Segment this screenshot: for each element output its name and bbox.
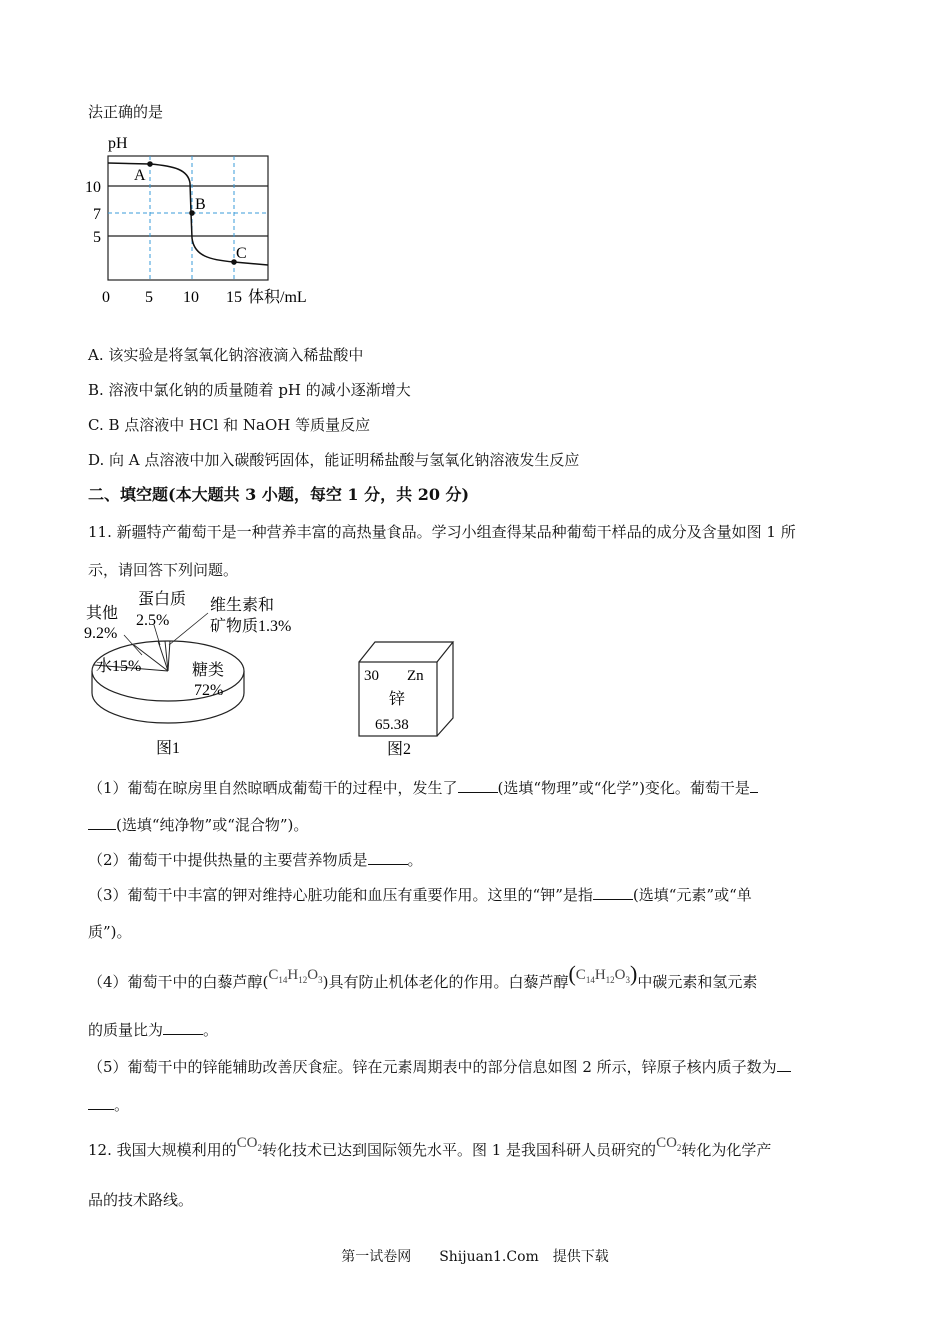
f1-h: H [287, 967, 299, 983]
q12-text-c: 转化为化学产 [681, 1141, 772, 1159]
q4-text-c: 中碳元素和氢元素 [637, 973, 758, 991]
slice-label-other-pct: 9.2% [84, 625, 118, 642]
q4-text-b: )具有防止机体老化的作用。白藜芦醇 [322, 973, 569, 991]
atomic-number: 30 [364, 668, 379, 684]
y-axis-label: pH [108, 135, 128, 152]
co2-2-co: CO [656, 1135, 677, 1151]
answer-blank-6a[interactable] [777, 1057, 791, 1072]
card-top [359, 642, 453, 662]
q1-text-b: (选填“物理”或“化学”)变化。葡萄干是 [497, 779, 750, 797]
answer-blank-2a[interactable] [750, 778, 758, 793]
x-tick-15: 15 [226, 289, 242, 306]
f2-c: C [575, 967, 586, 983]
option-c: C. B 点溶液中 HCl 和 NaOH 等质量反应 [88, 416, 371, 434]
paren-close: ) [630, 961, 638, 986]
answer-blank-6b[interactable] [88, 1095, 114, 1110]
answer-blank-5[interactable] [163, 1020, 203, 1035]
q3-text-b: (选填“元素”或“单 [632, 886, 752, 904]
x-tick-0: 0 [102, 289, 110, 306]
slice-label-other-name: 其他 [86, 605, 119, 622]
section-title: 二、填空题(本大题共 3 小题，每空 1 分，共 20 分) [88, 485, 470, 504]
slice-label-vitamin-name: 维生素和 [210, 597, 275, 614]
f1-o-sub: 3 [318, 975, 323, 985]
q4-text-d: 的质量比为 [88, 1021, 164, 1039]
co2-1-co: CO [236, 1135, 258, 1151]
q11-sub1-line2 [88, 815, 308, 835]
answer-blank-1[interactable] [458, 778, 498, 793]
slice-label-sugar-name: 糖类 [192, 662, 225, 679]
figure2-caption: 图2 [387, 741, 412, 758]
option-a: A. 该实验是将氢氧化钠溶液滴入稀盐酸中 [88, 346, 364, 364]
figure1-caption: 图1 [156, 740, 181, 757]
f1-c: C [268, 967, 279, 983]
co2-formula-1 [237, 1135, 262, 1151]
option-d: D. 向 A 点溶液中加入碳酸钙固体，能证明稀盐酸与氢氧化钠溶液发生反应 [88, 451, 580, 469]
point-b-label: B [195, 196, 206, 213]
atomic-mass: 65.38 [375, 717, 409, 733]
element-symbol: Zn [407, 668, 424, 684]
answer-blank-2b[interactable] [88, 815, 116, 830]
answer-blank-3[interactable] [368, 850, 408, 865]
q11-sub5-line2 [88, 1095, 129, 1115]
q12-text-a: 12. 我国大规模利用的 [88, 1141, 237, 1159]
f2-h-sub: 12 [605, 975, 615, 985]
answer-blank-4[interactable] [593, 885, 633, 900]
point-a-label: A [134, 167, 146, 184]
q12-text-b: 转化技术已达到国际领先水平。图 1 是我国科研人员研究的 [261, 1141, 657, 1159]
co2-2-sub: 2 [676, 1143, 682, 1153]
q11-sub5-line1 [88, 1057, 791, 1077]
q11-sub4-line1 [88, 961, 758, 998]
point-a-marker [147, 161, 153, 167]
slice-label-vitamin-text [210, 617, 291, 635]
f2-o-sub: 3 [625, 975, 630, 985]
paren-open: ( [568, 961, 576, 986]
q4-text-a: （4）葡萄干中的白藜芦醇( [88, 973, 269, 991]
q11-sub4-line2 [88, 1020, 218, 1040]
q12-line1 [88, 1135, 772, 1166]
q5-text-b: 。 [114, 1096, 130, 1114]
f2-h: H [594, 967, 606, 983]
composition-pie-chart [80, 585, 320, 765]
f2-o: O [614, 967, 626, 983]
q11-line1: 11. 新疆特产葡萄干是一种营养丰富的高热量食品。学习小组查得某品种葡萄干样品的成分及含量如图 1 所 [88, 523, 796, 541]
slice-label-protein-pct: 2.5% [136, 612, 170, 629]
page-footer: 第一试卷网 Shijuan1.Com 提供下载 [341, 1249, 609, 1265]
q2-text-a: （2）葡萄干中提供热量的主要营养物质是 [88, 851, 368, 869]
q11-sub1-line1 [88, 778, 758, 798]
q11-sub2 [88, 850, 423, 870]
y-tick-7: 7 [93, 206, 101, 223]
slice-label-vitamin-line2: 矿物质 [210, 618, 259, 635]
q5-text-a: （5）葡萄干中的锌能辅助改善厌食症。锌在元素周期表中的部分信息如图 2 所示，锌原子核内质子数为 [88, 1058, 777, 1076]
y-tick-10: 10 [85, 179, 101, 196]
q1-text-a: （1）葡萄在晾房里自然晾晒成葡萄干的过程中，发生了 [88, 779, 458, 797]
zinc-element-card [355, 630, 465, 765]
slice-label-water: 水15% [96, 658, 142, 675]
leader-vitamin [169, 613, 208, 645]
f1-c-sub: 14 [278, 975, 288, 985]
q4-text-e: 。 [203, 1021, 219, 1039]
q11-sub3-line2: 质”)。 [88, 923, 132, 941]
q12-line2: 品的技术路线。 [88, 1191, 194, 1209]
f1-h-sub: 12 [298, 975, 308, 985]
ph-titration-chart [80, 128, 340, 318]
x-tick-10: 10 [183, 289, 199, 306]
x-axis-label: 体积/mL [248, 289, 307, 306]
q1-text-c: (选填“纯净物”或“混合物”)。 [116, 816, 309, 834]
q2-text-b: 。 [407, 851, 423, 869]
element-name: 锌 [389, 691, 406, 708]
f1-o: O [307, 967, 319, 983]
co2-formula-2 [656, 1135, 681, 1151]
q3-text-a: （3）葡萄干中丰富的钾对维持心脏功能和血压有重要作用。这里的“钾”是指 [88, 886, 593, 904]
slice-label-vitamin-pct: 1.3% [258, 618, 292, 635]
option-b: B. 溶液中氯化钠的质量随着 pH 的减小逐渐增大 [88, 381, 411, 399]
point-c-label: C [236, 245, 247, 262]
card-side [437, 642, 453, 736]
co2-1-sub: 2 [257, 1143, 262, 1153]
q11-sub3-line1 [88, 885, 752, 905]
slice-label-sugar-pct: 72% [194, 682, 224, 699]
y-tick-5: 5 [93, 229, 101, 246]
x-tick-5: 5 [145, 289, 153, 306]
slice-label-protein-name: 蛋白质 [138, 591, 187, 608]
question-fragment: 法正确的是 [88, 103, 164, 121]
f2-c-sub: 14 [585, 975, 595, 985]
q11-line2: 示，请回答下列问题。 [88, 561, 239, 579]
point-b-marker [189, 210, 195, 216]
resveratrol-formula-2 [576, 967, 630, 983]
resveratrol-formula-1 [268, 967, 322, 983]
